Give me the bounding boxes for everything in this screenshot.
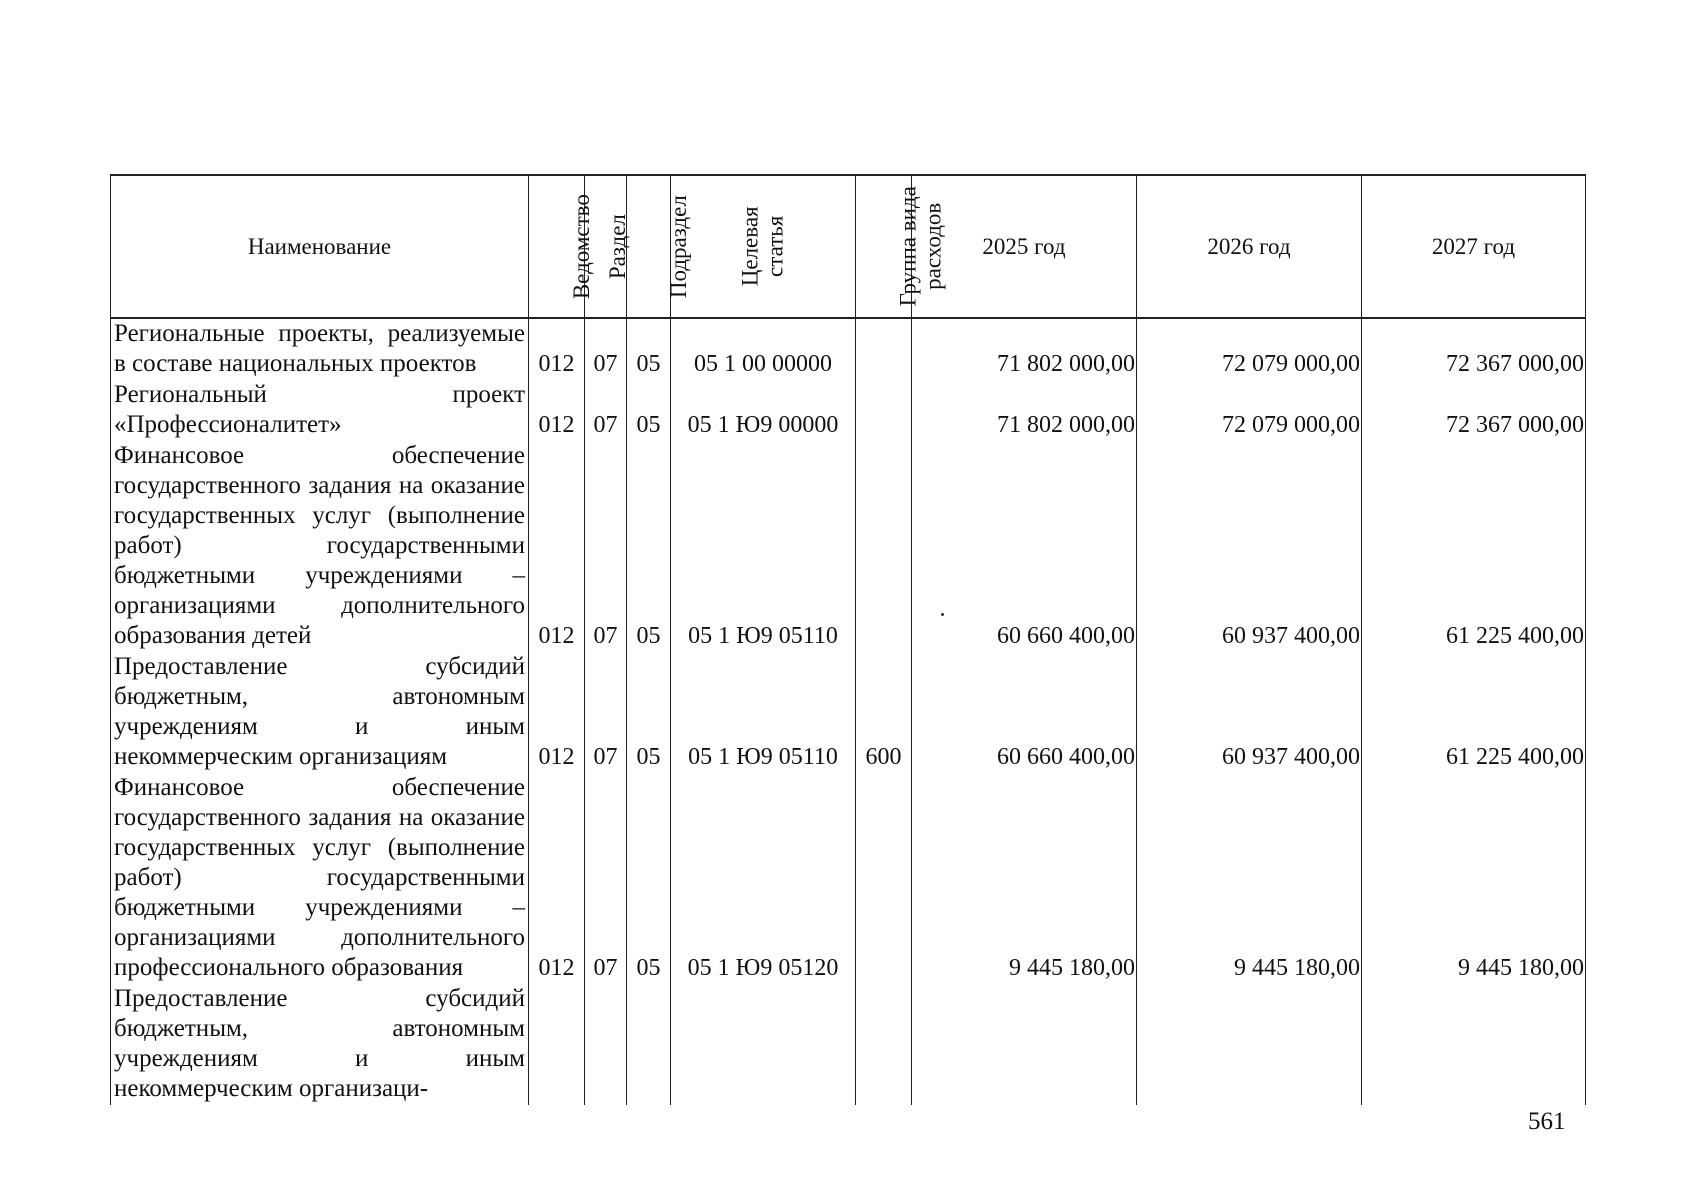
row-amount-2027: 61 225 400,00 (1362, 441, 1586, 652)
row-section: 07 (585, 773, 627, 984)
table-row (111, 380, 1586, 441)
row-amount-2026: 60 937 400,00 (1137, 441, 1362, 652)
header-department: Ведомство (529, 175, 585, 318)
row-expense-group: 600 (856, 652, 912, 773)
row-amount-2025: 9 445 180,00 (912, 773, 1137, 984)
row-subsection: 05 (627, 380, 671, 441)
row-name: Финансовое обеспечение государственного задания на оказание государственных услуг (выполнение работ) государственными бюджетными учреждениями – организациями дополнительного образования детей (111, 441, 529, 652)
row-subsection (627, 984, 671, 1105)
row-target-article: 05 1 00 00000 (671, 318, 856, 380)
row-amount-2026 (1137, 984, 1362, 1105)
row-subsection: 05 (627, 773, 671, 984)
row-amount-2027: 61 225 400,00 (1362, 652, 1586, 773)
table-row (111, 441, 1586, 652)
row-subsection: 05 (627, 318, 671, 380)
row-amount-2025: 71 802 000,00 (912, 318, 1137, 380)
header-subsection: Подраздел (627, 175, 671, 318)
header-target-article: Целевая статья (671, 175, 856, 318)
header-expense-group: Группа вида расходов (856, 175, 912, 318)
budget-table-container (110, 174, 1585, 1105)
row-name: Региональный проект «Профессионалитет» (111, 380, 529, 441)
row-department: 012 (529, 773, 585, 984)
table-header-row (111, 175, 1586, 318)
row-target-article: 05 1 Ю9 05110 (671, 652, 856, 773)
row-expense-group (856, 441, 912, 652)
table-row (111, 652, 1586, 773)
row-section: 07 (585, 318, 627, 380)
row-department: 012 (529, 318, 585, 380)
row-expense-group (856, 773, 912, 984)
header-name: Наименование (111, 175, 529, 318)
row-name: Финансовое обеспечение государственного задания на оказание государственных услуг (выполнение работ) государственными бюджетными учреждениями – организациями дополнительного профессионального образования (111, 773, 529, 984)
row-target-article: 05 1 Ю9 05110 (671, 441, 856, 652)
row-amount-2025 (912, 984, 1137, 1105)
row-expense-group (856, 984, 912, 1105)
header-year-2027: 2027 год (1362, 175, 1586, 318)
row-section: 07 (585, 652, 627, 773)
row-subsection: 05 (627, 652, 671, 773)
table-row (111, 984, 1586, 1105)
header-section: Раздел (585, 175, 627, 318)
row-section: 07 (585, 380, 627, 441)
row-amount-2027: 9 445 180,00 (1362, 773, 1586, 984)
row-expense-group (856, 318, 912, 380)
row-department: 012 (529, 441, 585, 652)
row-target-article: 05 1 Ю9 05120 (671, 773, 856, 984)
row-amount-2026: 72 079 000,00 (1137, 318, 1362, 380)
row-section (585, 984, 627, 1105)
row-department: 012 (529, 652, 585, 773)
page-number: 561 (1528, 1108, 1566, 1135)
row-amount-2025: 60 660 400,00 (912, 441, 1137, 652)
header-year-2026: 2026 год (1137, 175, 1362, 318)
row-amount-2025: 71 802 000,00 (912, 380, 1137, 441)
row-amount-2027: 72 367 000,00 (1362, 380, 1586, 441)
table-row (111, 318, 1586, 380)
row-amount-2026: 9 445 180,00 (1137, 773, 1362, 984)
row-amount-2026: 72 079 000,00 (1137, 380, 1362, 441)
row-name: Региональные проекты, реализуемые в составе национальных проектов (111, 318, 529, 380)
table-row (111, 773, 1586, 984)
row-amount-2026: 60 937 400,00 (1137, 652, 1362, 773)
row-name: Предоставление субсидий бюджетным, автономным учреждениям и иным некоммерческим организаци- (111, 984, 529, 1105)
header-year-2025: 2025 год (912, 175, 1137, 318)
row-subsection: 05 (627, 441, 671, 652)
row-target-article: 05 1 Ю9 00000 (671, 380, 856, 441)
row-department (529, 984, 585, 1105)
row-amount-2027 (1362, 984, 1586, 1105)
budget-table (110, 174, 1586, 1105)
row-section: 07 (585, 441, 627, 652)
row-amount-2025: 60 660 400,00 (912, 652, 1137, 773)
row-amount-2027: 72 367 000,00 (1362, 318, 1586, 380)
scan-speck (941, 613, 944, 616)
row-name: Предоставление субсидий бюджетным, автономным учреждениям и иным некоммерческим организациям (111, 652, 529, 773)
row-expense-group (856, 380, 912, 441)
row-department: 012 (529, 380, 585, 441)
row-target-article (671, 984, 856, 1105)
